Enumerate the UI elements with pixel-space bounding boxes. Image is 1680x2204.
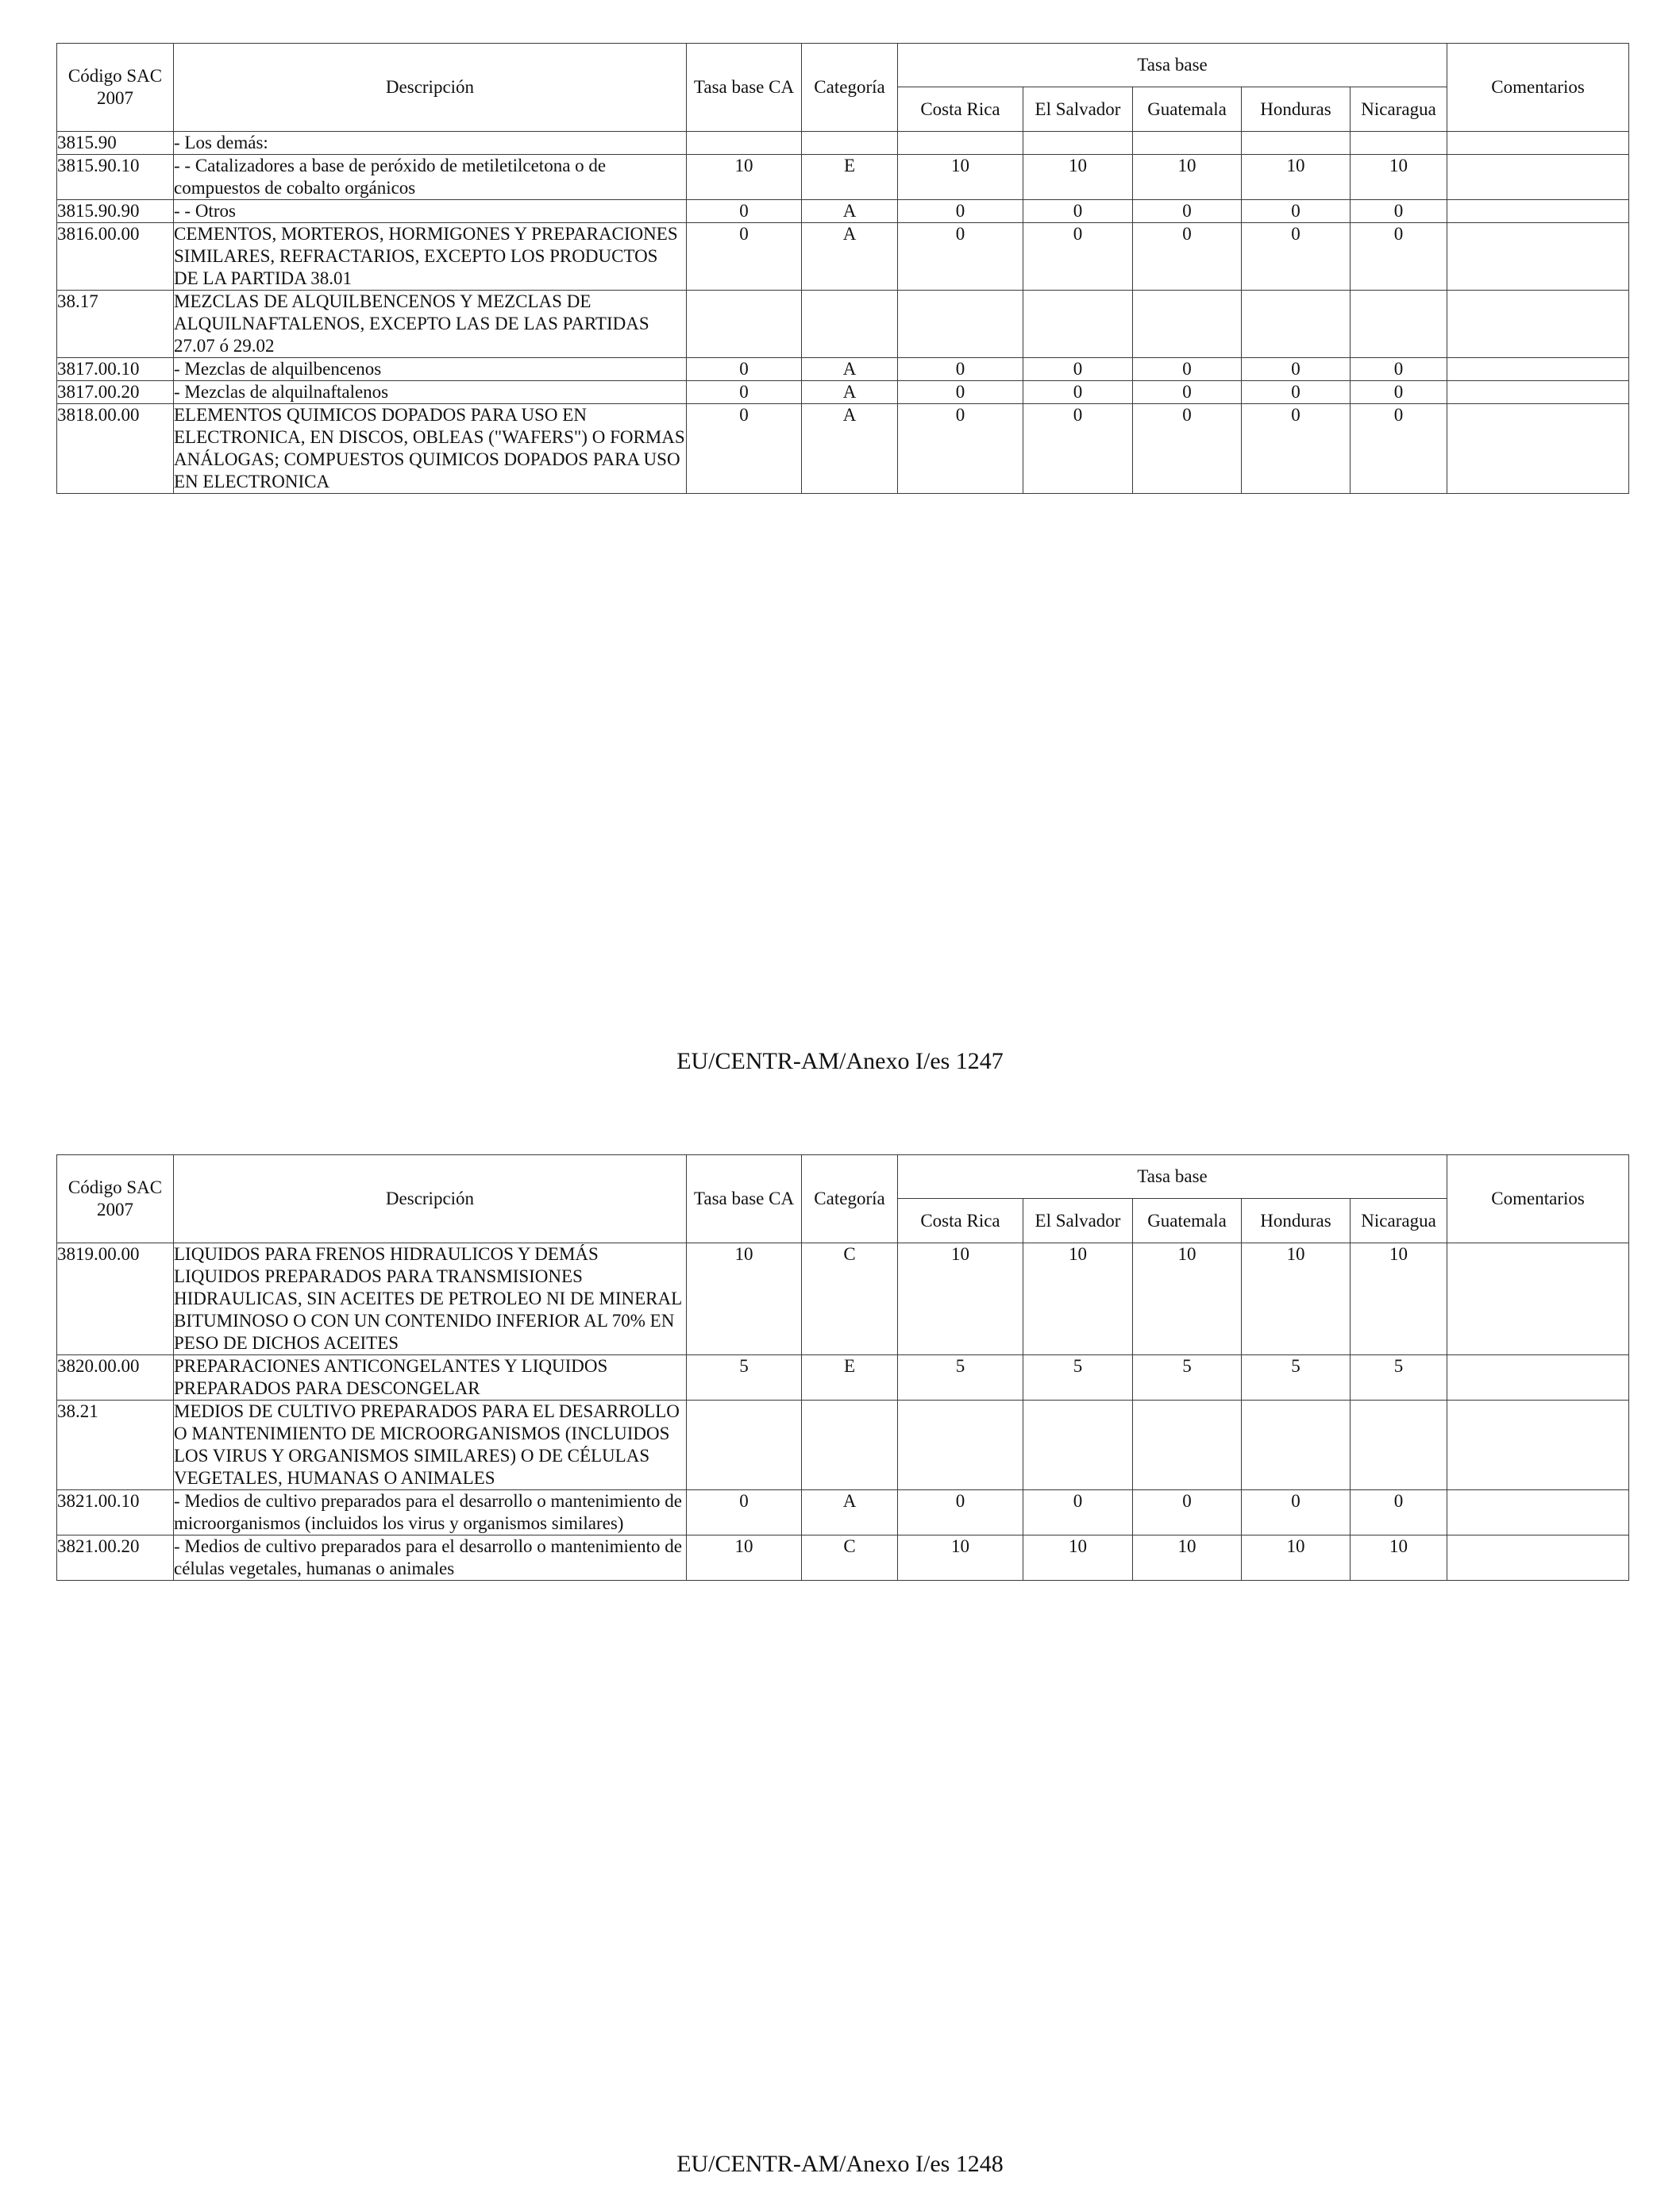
cell-comment bbox=[1447, 1490, 1629, 1535]
header-rate-ca: Tasa base CA bbox=[687, 44, 802, 132]
cell-description: - Mezclas de alquilnaftalenos bbox=[174, 381, 687, 404]
header-description: Descripción bbox=[174, 44, 687, 132]
table-body bbox=[57, 1243, 1629, 1581]
cell-category: C bbox=[802, 1243, 898, 1355]
header-country-nicaragua: Nicaragua bbox=[1351, 1199, 1447, 1243]
cell-category: E bbox=[802, 155, 898, 200]
cell-rate-el-salvador bbox=[1023, 291, 1133, 358]
cell-rate-guatemala bbox=[1133, 132, 1242, 155]
cell-comment bbox=[1447, 381, 1629, 404]
cell-rate-costa-rica bbox=[898, 1401, 1023, 1490]
cell-rate-nicaragua: 10 bbox=[1351, 155, 1447, 200]
cell-code: 3815.90.90 bbox=[57, 200, 174, 223]
cell-description: MEZCLAS DE ALQUILBENCENOS Y MEZCLAS DE ALQUILNAFTALENOS, EXCEPTO LAS DE LAS PARTIDAS 27.07 ó 29.02 bbox=[174, 291, 687, 358]
table-row bbox=[57, 1243, 1629, 1355]
cell-category: C bbox=[802, 1535, 898, 1581]
cell-rate-nicaragua bbox=[1351, 132, 1447, 155]
cell-rate-guatemala: 0 bbox=[1133, 404, 1242, 494]
cell-rate-honduras: 10 bbox=[1242, 1535, 1351, 1581]
cell-rate-honduras: 5 bbox=[1242, 1355, 1351, 1401]
cell-rate-el-salvador: 0 bbox=[1023, 404, 1133, 494]
table-row bbox=[57, 291, 1629, 358]
cell-rate-costa-rica: 0 bbox=[898, 223, 1023, 291]
cell-rate-el-salvador: 0 bbox=[1023, 381, 1133, 404]
cell-category: A bbox=[802, 1490, 898, 1535]
cell-rate-guatemala: 0 bbox=[1133, 200, 1242, 223]
cell-description: - Medios de cultivo preparados para el desarrollo o mantenimiento de células vegetales, humanas o animales bbox=[174, 1535, 687, 1581]
tariff-table-wrap-1247 bbox=[56, 43, 1628, 494]
header-country-guatemala: Guatemala bbox=[1133, 1199, 1242, 1243]
cell-description: LIQUIDOS PARA FRENOS HIDRAULICOS Y DEMÁS LIQUIDOS PREPARADOS PARA TRANSMISIONES HIDRAULICAS, SIN ACEITES DE PETROLEO NI DE MINERAL BITUMINOSO O CON UN CONTENIDO INFERIOR AL 70% EN PESO DE DICHOS ACEITES bbox=[174, 1243, 687, 1355]
cell-rate-el-salvador: 0 bbox=[1023, 1490, 1133, 1535]
cell-comment bbox=[1447, 1355, 1629, 1401]
cell-rate-guatemala bbox=[1133, 291, 1242, 358]
cell-rate-ca bbox=[687, 1401, 802, 1490]
cell-rate-el-salvador: 0 bbox=[1023, 358, 1133, 381]
cell-rate-costa-rica: 0 bbox=[898, 200, 1023, 223]
cell-category: A bbox=[802, 200, 898, 223]
header-country-el-salvador: El Salvador bbox=[1023, 1199, 1133, 1243]
cell-code: 3818.00.00 bbox=[57, 404, 174, 494]
header-description: Descripción bbox=[174, 1155, 687, 1243]
cell-rate-honduras: 0 bbox=[1242, 1490, 1351, 1535]
cell-comment bbox=[1447, 223, 1629, 291]
cell-description: - - Catalizadores a base de peróxido de metiletilcetona o de compuestos de cobalto orgánicos bbox=[174, 155, 687, 200]
cell-comment bbox=[1447, 358, 1629, 381]
cell-category: E bbox=[802, 1355, 898, 1401]
cell-comment bbox=[1447, 1401, 1629, 1490]
cell-code: 3815.90 bbox=[57, 132, 174, 155]
cell-code: 38.17 bbox=[57, 291, 174, 358]
cell-code: 3817.00.20 bbox=[57, 381, 174, 404]
cell-rate-nicaragua: 10 bbox=[1351, 1243, 1447, 1355]
header-rate-ca: Tasa base CA bbox=[687, 1155, 802, 1243]
cell-rate-el-salvador: 10 bbox=[1023, 155, 1133, 200]
cell-rate-nicaragua: 5 bbox=[1351, 1355, 1447, 1401]
header-country-honduras: Honduras bbox=[1242, 1199, 1351, 1243]
header-country-el-salvador: El Salvador bbox=[1023, 87, 1133, 132]
tariff-table bbox=[56, 43, 1629, 494]
header-category: Categoría bbox=[802, 1155, 898, 1243]
header-code: Código SAC 2007 bbox=[57, 1155, 174, 1243]
page-footer-label: EU/CENTR-AM/Anexo I/es 1247 bbox=[676, 1048, 1004, 1074]
cell-rate-el-salvador: 10 bbox=[1023, 1243, 1133, 1355]
header-comments: Comentarios bbox=[1447, 1155, 1629, 1243]
cell-category: A bbox=[802, 223, 898, 291]
cell-rate-ca bbox=[687, 291, 802, 358]
cell-description: - - Otros bbox=[174, 200, 687, 223]
cell-comment bbox=[1447, 132, 1629, 155]
cell-rate-ca: 0 bbox=[687, 358, 802, 381]
cell-code: 38.21 bbox=[57, 1401, 174, 1490]
cell-rate-honduras bbox=[1242, 291, 1351, 358]
cell-code: 3821.00.20 bbox=[57, 1535, 174, 1581]
cell-rate-ca: 0 bbox=[687, 200, 802, 223]
cell-code: 3819.00.00 bbox=[57, 1243, 174, 1355]
table-row bbox=[57, 1401, 1629, 1490]
cell-rate-guatemala: 0 bbox=[1133, 1490, 1242, 1535]
header-country-honduras: Honduras bbox=[1242, 87, 1351, 132]
cell-rate-el-salvador: 5 bbox=[1023, 1355, 1133, 1401]
cell-code: 3820.00.00 bbox=[57, 1355, 174, 1401]
cell-category bbox=[802, 291, 898, 358]
table-row bbox=[57, 358, 1629, 381]
cell-comment bbox=[1447, 155, 1629, 200]
cell-code: 3821.00.10 bbox=[57, 1490, 174, 1535]
cell-rate-ca: 0 bbox=[687, 223, 802, 291]
cell-rate-ca: 10 bbox=[687, 1243, 802, 1355]
cell-description: PREPARACIONES ANTICONGELANTES Y LIQUIDOS PREPARADOS PARA DESCONGELAR bbox=[174, 1355, 687, 1401]
cell-category bbox=[802, 132, 898, 155]
table-row bbox=[57, 155, 1629, 200]
cell-rate-guatemala: 5 bbox=[1133, 1355, 1242, 1401]
header-comments: Comentarios bbox=[1447, 44, 1629, 132]
table-row bbox=[57, 1490, 1629, 1535]
table-row bbox=[57, 1355, 1629, 1401]
cell-rate-costa-rica: 5 bbox=[898, 1355, 1023, 1401]
cell-category: A bbox=[802, 381, 898, 404]
cell-rate-costa-rica: 0 bbox=[898, 381, 1023, 404]
table-row bbox=[57, 381, 1629, 404]
cell-rate-honduras: 0 bbox=[1242, 358, 1351, 381]
cell-rate-honduras: 0 bbox=[1242, 223, 1351, 291]
cell-comment bbox=[1447, 1243, 1629, 1355]
cell-rate-honduras bbox=[1242, 132, 1351, 155]
cell-rate-honduras: 0 bbox=[1242, 200, 1351, 223]
header-category: Categoría bbox=[802, 44, 898, 132]
cell-comment bbox=[1447, 291, 1629, 358]
cell-rate-guatemala bbox=[1133, 1401, 1242, 1490]
header-country-nicaragua: Nicaragua bbox=[1351, 87, 1447, 132]
table-row bbox=[57, 1535, 1629, 1581]
cell-rate-costa-rica: 10 bbox=[898, 1243, 1023, 1355]
cell-category: A bbox=[802, 358, 898, 381]
cell-rate-ca bbox=[687, 132, 802, 155]
cell-rate-honduras: 0 bbox=[1242, 404, 1351, 494]
cell-code: 3817.00.10 bbox=[57, 358, 174, 381]
page-footer-label: EU/CENTR-AM/Anexo I/es 1248 bbox=[676, 2151, 1004, 2177]
cell-code: 3816.00.00 bbox=[57, 223, 174, 291]
cell-rate-ca: 10 bbox=[687, 155, 802, 200]
cell-rate-ca: 0 bbox=[687, 381, 802, 404]
cell-description: MEDIOS DE CULTIVO PREPARADOS PARA EL DESARROLLO O MANTENIMIENTO DE MICROORGANISMOS (INCLUIDOS LOS VIRUS Y ORGANISMOS SIMILARES) O DE CÉLULAS VEGETALES, HUMANAS O ANIMALES bbox=[174, 1401, 687, 1490]
table-row bbox=[57, 200, 1629, 223]
cell-description: CEMENTOS, MORTEROS, HORMIGONES Y PREPARACIONES SIMILARES, REFRACTARIOS, EXCEPTO LOS PRODUCTOS DE LA PARTIDA 38.01 bbox=[174, 223, 687, 291]
cell-rate-honduras: 0 bbox=[1242, 381, 1351, 404]
cell-rate-honduras bbox=[1242, 1401, 1351, 1490]
cell-description: - Los demás: bbox=[174, 132, 687, 155]
cell-rate-nicaragua: 10 bbox=[1351, 1535, 1447, 1581]
cell-rate-el-salvador: 0 bbox=[1023, 200, 1133, 223]
cell-rate-nicaragua: 0 bbox=[1351, 200, 1447, 223]
page-1248 bbox=[0, 1112, 1680, 2204]
cell-rate-nicaragua: 0 bbox=[1351, 381, 1447, 404]
cell-rate-ca: 0 bbox=[687, 1490, 802, 1535]
table-row bbox=[57, 223, 1629, 291]
cell-rate-honduras: 10 bbox=[1242, 1243, 1351, 1355]
cell-rate-costa-rica bbox=[898, 291, 1023, 358]
cell-category: A bbox=[802, 404, 898, 494]
cell-rate-ca: 5 bbox=[687, 1355, 802, 1401]
header-code: Código SAC 2007 bbox=[57, 44, 174, 132]
cell-description: ELEMENTOS QUIMICOS DOPADOS PARA USO EN ELECTRONICA, EN DISCOS, OBLEAS ("WAFERS") O FORMAS ANÁLOGAS; COMPUESTOS QUIMICOS DOPADOS PARA USO EN ELECTRONICA bbox=[174, 404, 687, 494]
cell-code: 3815.90.10 bbox=[57, 155, 174, 200]
cell-rate-guatemala: 10 bbox=[1133, 1243, 1242, 1355]
header-country-guatemala: Guatemala bbox=[1133, 87, 1242, 132]
cell-rate-el-salvador bbox=[1023, 132, 1133, 155]
header-country-costa-rica: Costa Rica bbox=[898, 87, 1023, 132]
cell-comment bbox=[1447, 1535, 1629, 1581]
cell-rate-ca: 10 bbox=[687, 1535, 802, 1581]
header-country-costa-rica: Costa Rica bbox=[898, 1199, 1023, 1243]
cell-rate-guatemala: 0 bbox=[1133, 381, 1242, 404]
cell-description: - Mezclas de alquilbencenos bbox=[174, 358, 687, 381]
cell-rate-nicaragua bbox=[1351, 291, 1447, 358]
cell-rate-nicaragua bbox=[1351, 1401, 1447, 1490]
tariff-table-wrap-1248 bbox=[56, 1154, 1628, 1581]
cell-rate-nicaragua: 0 bbox=[1351, 223, 1447, 291]
cell-rate-el-salvador: 0 bbox=[1023, 223, 1133, 291]
cell-rate-costa-rica: 0 bbox=[898, 1490, 1023, 1535]
cell-rate-guatemala: 0 bbox=[1133, 223, 1242, 291]
cell-comment bbox=[1447, 404, 1629, 494]
cell-description: - Medios de cultivo preparados para el desarrollo o mantenimiento de microorganismos (incluidos los virus y organismos similares) bbox=[174, 1490, 687, 1535]
cell-rate-nicaragua: 0 bbox=[1351, 358, 1447, 381]
header-rate-group: Tasa base bbox=[898, 1155, 1447, 1199]
cell-rate-costa-rica: 0 bbox=[898, 358, 1023, 381]
table-row bbox=[57, 132, 1629, 155]
cell-rate-honduras: 10 bbox=[1242, 155, 1351, 200]
cell-rate-costa-rica bbox=[898, 132, 1023, 155]
cell-category bbox=[802, 1401, 898, 1490]
cell-rate-nicaragua: 0 bbox=[1351, 404, 1447, 494]
cell-rate-nicaragua: 0 bbox=[1351, 1490, 1447, 1535]
cell-rate-guatemala: 10 bbox=[1133, 155, 1242, 200]
header-rate-group: Tasa base bbox=[898, 44, 1447, 87]
table-body bbox=[57, 132, 1629, 494]
table-row bbox=[57, 404, 1629, 494]
cell-rate-costa-rica: 0 bbox=[898, 404, 1023, 494]
cell-rate-el-salvador bbox=[1023, 1401, 1133, 1490]
cell-rate-costa-rica: 10 bbox=[898, 155, 1023, 200]
cell-rate-ca: 0 bbox=[687, 404, 802, 494]
cell-comment bbox=[1447, 200, 1629, 223]
tariff-table bbox=[56, 1154, 1629, 1581]
cell-rate-costa-rica: 10 bbox=[898, 1535, 1023, 1581]
cell-rate-el-salvador: 10 bbox=[1023, 1535, 1133, 1581]
cell-rate-guatemala: 10 bbox=[1133, 1535, 1242, 1581]
cell-rate-guatemala: 0 bbox=[1133, 358, 1242, 381]
